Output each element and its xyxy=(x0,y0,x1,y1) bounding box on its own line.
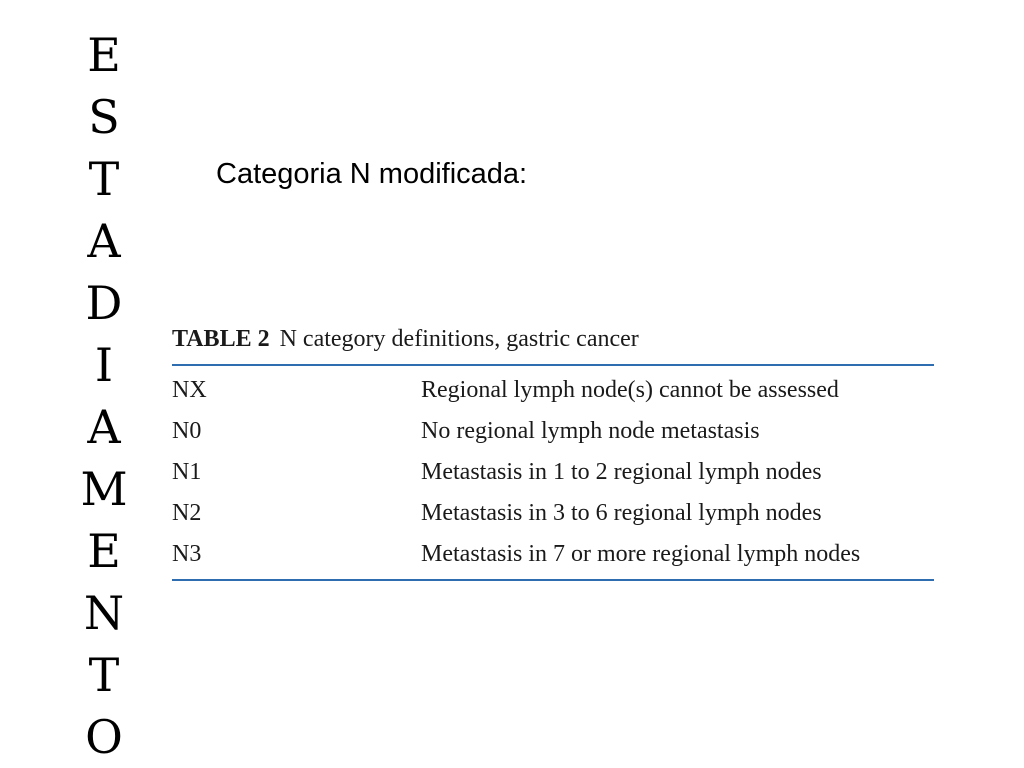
table-bottom-rule xyxy=(172,579,934,581)
row-description: Metastasis in 3 to 6 regional lymph nodes xyxy=(421,500,822,526)
table-caption-label: TABLE 2 xyxy=(172,326,270,352)
vertical-title-letter: T xyxy=(88,152,120,206)
row-code: N1 xyxy=(172,459,202,485)
vertical-title-letter: I xyxy=(94,338,114,392)
table-row xyxy=(172,493,934,534)
vertical-title-letter: M xyxy=(80,462,128,516)
vertical-title-letter: N xyxy=(83,586,125,640)
vertical-title-letter: S xyxy=(88,90,120,144)
row-code: N3 xyxy=(172,541,202,567)
row-description: No regional lymph node metastasis xyxy=(421,418,760,444)
table-caption-text: N category definitions, gastric cancer xyxy=(279,326,639,352)
vertical-title-letter: T xyxy=(88,648,120,702)
vertical-title xyxy=(80,24,128,768)
vertical-title-letter: O xyxy=(85,710,123,764)
row-code: NX xyxy=(172,377,207,403)
row-description: Regional lymph node(s) cannot be assessed xyxy=(421,377,839,403)
row-code: N0 xyxy=(172,418,202,444)
table-body xyxy=(172,366,934,579)
row-description: Metastasis in 7 or more regional lymph nodes xyxy=(421,541,861,567)
n-category-table xyxy=(172,322,934,581)
slide-subtitle: Categoria N modificada: xyxy=(216,158,528,190)
vertical-title-letter: A xyxy=(87,400,121,454)
row-description: Metastasis in 1 to 2 regional lymph nodes xyxy=(421,459,822,485)
table-row xyxy=(172,534,934,575)
vertical-title-letter: D xyxy=(85,276,123,330)
table-caption xyxy=(172,322,934,356)
vertical-title-letter: E xyxy=(87,524,121,578)
vertical-title-letter: E xyxy=(87,28,121,82)
row-code: N2 xyxy=(172,500,202,526)
table-row xyxy=(172,370,934,411)
table-row xyxy=(172,452,934,493)
table-row xyxy=(172,411,934,452)
vertical-title-letter: A xyxy=(87,214,121,268)
